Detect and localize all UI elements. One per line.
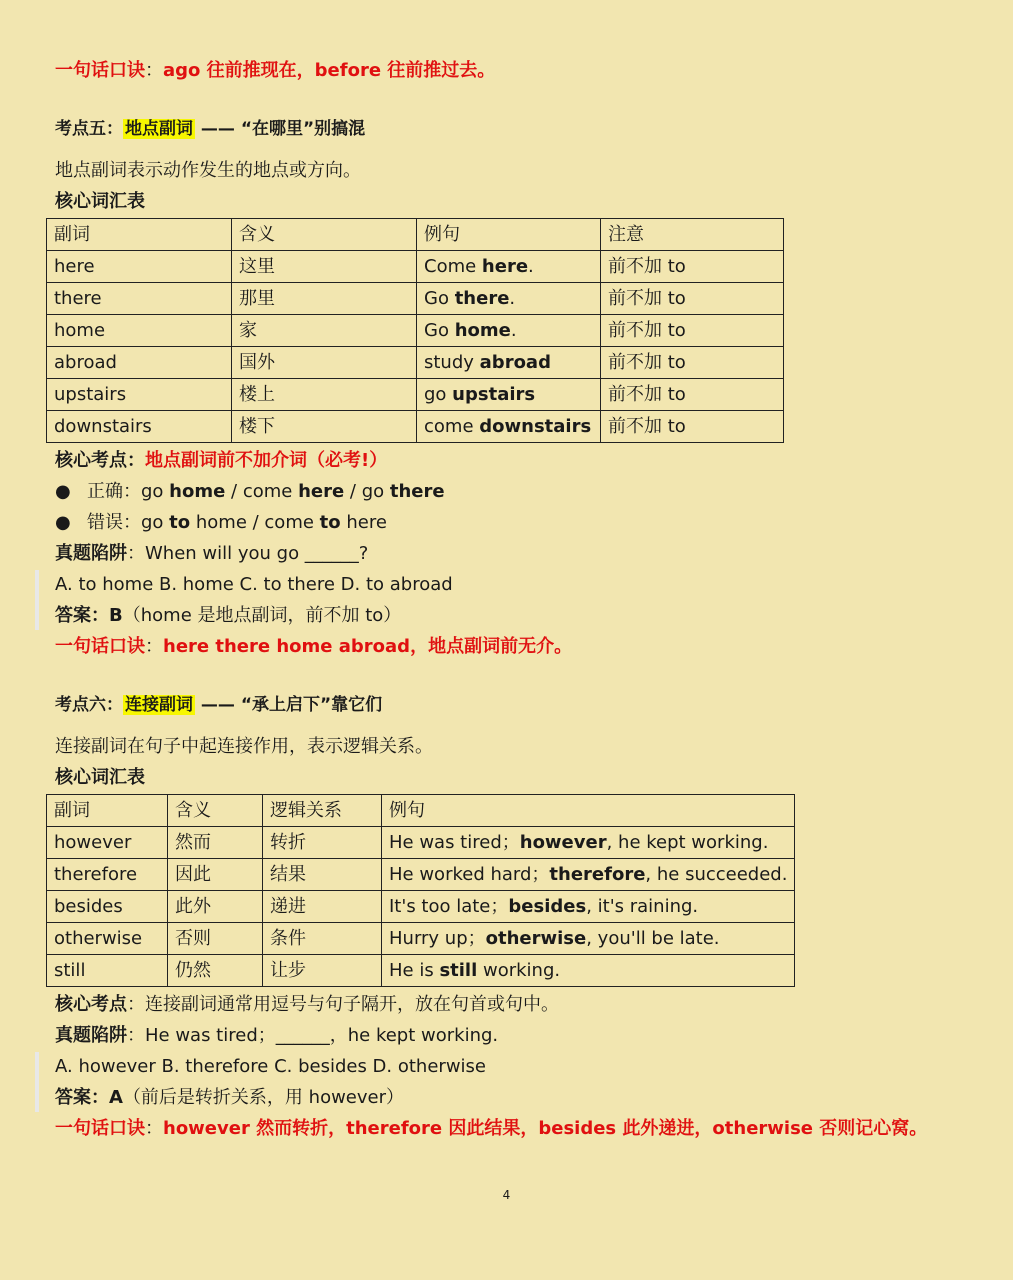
section6-heading: 考点六： 连接副词 —— “承上启下”靠它们 [55, 695, 383, 715]
word-cell: home [47, 315, 232, 347]
wrong-example: ● 错误：go to home / come to here [55, 512, 387, 533]
note-cell: 前不加 to [601, 411, 784, 443]
header-cell: 逻辑关系 [263, 795, 382, 827]
note-cell: 前不加 to [601, 315, 784, 347]
table-row [47, 315, 784, 347]
table-row [47, 411, 784, 443]
meaning-cell: 楼上 [232, 379, 417, 411]
bullet-icon: ● [55, 512, 71, 533]
header-cell: 例句 [417, 219, 601, 251]
word-cell: abroad [47, 347, 232, 379]
example-cell: He was tired；however, he kept working. [382, 827, 795, 859]
section5-options: A. to home B. home C. to there D. to abroad [55, 574, 453, 595]
note-cell: 前不加 to [601, 283, 784, 315]
table-row [47, 859, 795, 891]
header-cell: 副词 [47, 219, 232, 251]
table-header-row [47, 219, 784, 251]
section5-answer: 答案：B（home 是地点副词，前不加 to） [55, 605, 402, 626]
table-row [47, 251, 784, 283]
header-cell: 含义 [232, 219, 417, 251]
section6-table-title: 核心词汇表 [55, 767, 145, 788]
section5-topic-highlight: 地点副词 [125, 119, 193, 139]
word-cell: therefore [47, 859, 168, 891]
header-cell: 例句 [382, 795, 795, 827]
example-cell: Go there. [417, 283, 601, 315]
word-cell: downstairs [47, 411, 232, 443]
section6-topic-highlight: 连接副词 [125, 695, 193, 715]
table-header-row [47, 795, 795, 827]
meaning-cell: 那里 [232, 283, 417, 315]
table-row [47, 955, 795, 987]
top-motto: 一句话口诀：ago 往前推现在，before 往前推过去。 [55, 60, 496, 81]
header-cell: 注意 [601, 219, 784, 251]
table-row [47, 891, 795, 923]
word-cell: here [47, 251, 232, 283]
word-cell: otherwise [47, 923, 168, 955]
section6-trap: 真题陷阱：He was tired；______，he kept working. [55, 1025, 499, 1046]
section5-heading: 考点五： 地点副词 —— “在哪里”别搞混 [55, 119, 366, 139]
bullet-icon: ● [55, 481, 71, 502]
example-cell: go upstairs [417, 379, 601, 411]
table-row [47, 827, 795, 859]
note-cell: 前不加 to [601, 347, 784, 379]
section6-intro: 连接副词在句子中起连接作用，表示逻辑关系。 [55, 736, 433, 757]
example-cell: It's too late；besides, it's raining. [382, 891, 795, 923]
meaning-cell: 国外 [232, 347, 417, 379]
header-cell: 含义 [168, 795, 263, 827]
relation-cell: 递进 [263, 891, 382, 923]
table-row [47, 379, 784, 411]
section6-options: A. however B. therefore C. besides D. otherwise [55, 1056, 486, 1077]
word-cell: upstairs [47, 379, 232, 411]
example-cell: study abroad [417, 347, 601, 379]
relation-cell: 转折 [263, 827, 382, 859]
relation-cell: 条件 [263, 923, 382, 955]
word-cell: besides [47, 891, 168, 923]
relation-cell: 结果 [263, 859, 382, 891]
example-cell: Go home. [417, 315, 601, 347]
word-cell: however [47, 827, 168, 859]
location-adverb-table [46, 218, 784, 443]
meaning-cell: 否则 [168, 923, 263, 955]
section6-core-point: 核心考点：连接副词通常用逗号与句子隔开，放在句首或句中。 [55, 994, 559, 1015]
meaning-cell: 这里 [232, 251, 417, 283]
conjunctive-adverb-table [46, 794, 795, 987]
relation-cell: 让步 [263, 955, 382, 987]
section5-intro: 地点副词表示动作发生的地点或方向。 [55, 160, 361, 181]
meaning-cell: 此外 [168, 891, 263, 923]
table-row [47, 923, 795, 955]
page-number: 4 [502, 1188, 511, 1202]
correct-example: ● 正确：go home / come here / go there [55, 481, 445, 502]
word-cell: there [47, 283, 232, 315]
note-cell: 前不加 to [601, 379, 784, 411]
example-cell: He is still working. [382, 955, 795, 987]
meaning-cell: 楼下 [232, 411, 417, 443]
section6-motto: 一句话口诀：however 然而转折，therefore 因此结果，besides 此外递进，otherwise 否则记心窝。 [55, 1118, 928, 1139]
section6-answer: 答案：A（前后是转折关系，用 however） [55, 1087, 405, 1108]
example-cell: He worked hard；therefore, he succeeded. [382, 859, 795, 891]
table-row [47, 347, 784, 379]
section5-trap: 真题陷阱：When will you go ______? [55, 543, 369, 564]
meaning-cell: 家 [232, 315, 417, 347]
example-cell: come downstairs [417, 411, 601, 443]
example-cell: Hurry up；otherwise, you'll be late. [382, 923, 795, 955]
section5-table-title: 核心词汇表 [55, 191, 145, 212]
meaning-cell: 仍然 [168, 955, 263, 987]
quote-bar [35, 570, 39, 630]
meaning-cell: 然而 [168, 827, 263, 859]
meaning-cell: 因此 [168, 859, 263, 891]
note-cell: 前不加 to [601, 251, 784, 283]
section5-core-point: 核心考点：地点副词前不加介词（必考!） [55, 450, 388, 471]
quote-bar [35, 1052, 39, 1112]
section5-motto: 一句话口诀：here there home abroad，地点副词前无介。 [55, 636, 573, 657]
example-cell: Come here. [417, 251, 601, 283]
table-row [47, 283, 784, 315]
header-cell: 副词 [47, 795, 168, 827]
word-cell: still [47, 955, 168, 987]
